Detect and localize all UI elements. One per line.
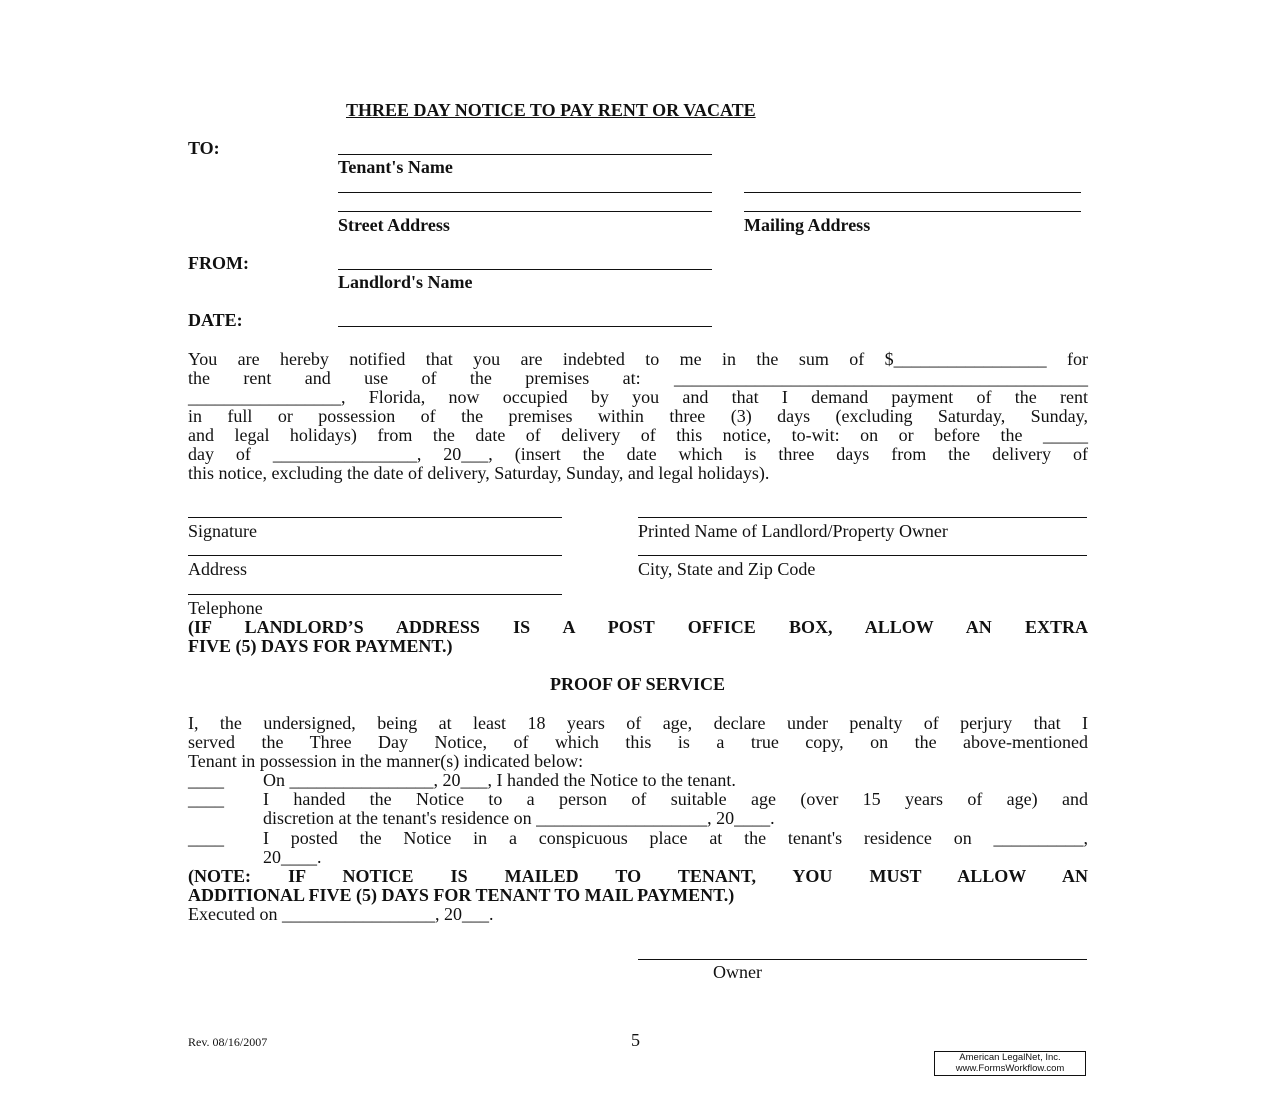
notice-line: day of ________________, 20___, (insert the date which is three days from the delivery of: [188, 444, 1088, 464]
po-box-warning-line: (IF LANDLORD’S ADDRESS IS A POST OFFICE BOX, ALLOW AN EXTRA: [188, 617, 1088, 637]
option2-text-line1: I handed the Notice to a person of suitable age (over 15 years of age) and: [263, 789, 1088, 809]
mailing-address-label: Mailing Address: [744, 215, 871, 235]
signature-label: Signature: [188, 521, 257, 541]
city-state-zip-line[interactable]: [638, 555, 1087, 556]
notice-line: the rent and use of the premises at: ______________________________________________: [188, 368, 1088, 388]
date-line[interactable]: [338, 326, 712, 327]
date-label: DATE:: [188, 310, 243, 330]
address-line[interactable]: [188, 555, 562, 556]
po-box-warning: [188, 618, 1088, 656]
po-box-warning-line: FIVE (5) DAYS FOR PAYMENT.): [188, 636, 453, 656]
address-label: Address: [188, 559, 247, 579]
proof-intro-line-last: Tenant in possession in the manner(s) indicated below:: [188, 751, 584, 771]
option1-checkbox-blank[interactable]: ____: [188, 770, 224, 790]
option3-text-line2: 20____.: [263, 847, 322, 867]
street-address-label: Street Address: [338, 215, 450, 235]
mailing-note-line: (NOTE: IF NOTICE IS MAILED TO TENANT, YOU MUST ALLOW AN: [188, 866, 1088, 886]
proof-intro-line: I, the undersigned, being at least 18 years of age, declare under penalty of perjury that I: [188, 713, 1088, 733]
notice-line: in full or possession of the premises within three (3) days (excluding Saturday, Sunday,: [188, 406, 1088, 426]
tenant-name-line[interactable]: [338, 154, 712, 155]
street-address-line-2[interactable]: [338, 211, 712, 212]
street-address-line-1[interactable]: [338, 192, 712, 193]
notice-line: and legal holidays) from the date of delivery of this notice, to-wit: on or before the _____: [188, 425, 1088, 445]
mailing-address-line-1[interactable]: [744, 192, 1081, 193]
from-label: FROM:: [188, 253, 249, 273]
option2-checkbox-blank[interactable]: ____: [188, 789, 224, 809]
option3-checkbox-blank[interactable]: ____: [188, 828, 224, 848]
revision-date: Rev. 08/16/2007: [188, 1035, 268, 1049]
publisher-url: www.FormsWorkflow.com: [955, 1062, 1065, 1074]
publisher-stamp: [934, 1051, 1086, 1076]
page-number: 5: [631, 1030, 640, 1050]
proof-of-service-heading: PROOF OF SERVICE: [549, 674, 726, 694]
notice-paragraph: [188, 350, 1088, 483]
mailing-note-line: ADDITIONAL FIVE (5) DAYS FOR TENANT TO MAIL PAYMENT.): [188, 885, 735, 905]
notice-line: You are hereby notified that you are indebted to me in the sum of $_________________ for: [188, 349, 1088, 369]
printed-name-line[interactable]: [638, 517, 1087, 518]
telephone-line[interactable]: [188, 594, 562, 595]
page-title: THREE DAY NOTICE TO PAY RENT OR VACATE: [346, 100, 756, 120]
executed-on: Executed on _________________, 20___.: [188, 904, 494, 924]
signature-line[interactable]: [188, 517, 562, 518]
owner-signature-line[interactable]: [638, 959, 1087, 960]
landlord-name-line[interactable]: [338, 269, 712, 270]
option3-text-line1: I posted the Notice in a conspicuous place at the tenant's residence on __________,: [263, 828, 1088, 848]
mailing-note: [188, 867, 1088, 905]
mailing-address-line-2[interactable]: [744, 211, 1081, 212]
to-label: TO:: [188, 138, 220, 158]
proof-intro: [188, 714, 1088, 771]
notice-line-last: this notice, excluding the date of delivery, Saturday, Sunday, and legal holidays).: [188, 463, 770, 483]
option2-text-line2: discretion at the tenant's residence on ___________________, 20____.: [263, 808, 775, 828]
tenant-name-label: Tenant's Name: [338, 157, 453, 177]
proof-intro-line: served the Three Day Notice, of which this is a true copy, on the above-mentioned: [188, 732, 1088, 752]
telephone-label: Telephone: [188, 598, 263, 618]
option1-text: On ________________, 20___, I handed the Notice to the tenant.: [263, 770, 736, 790]
owner-label: Owner: [713, 962, 762, 982]
landlord-name-label: Landlord's Name: [338, 272, 473, 292]
printed-name-label: Printed Name of Landlord/Property Owner: [638, 521, 948, 541]
publisher-name: American LegalNet, Inc.: [959, 1052, 1061, 1063]
notice-line: _________________, Florida, now occupied by you and that I demand payment of the rent: [188, 387, 1088, 407]
city-state-zip-label: City, State and Zip Code: [638, 559, 816, 579]
